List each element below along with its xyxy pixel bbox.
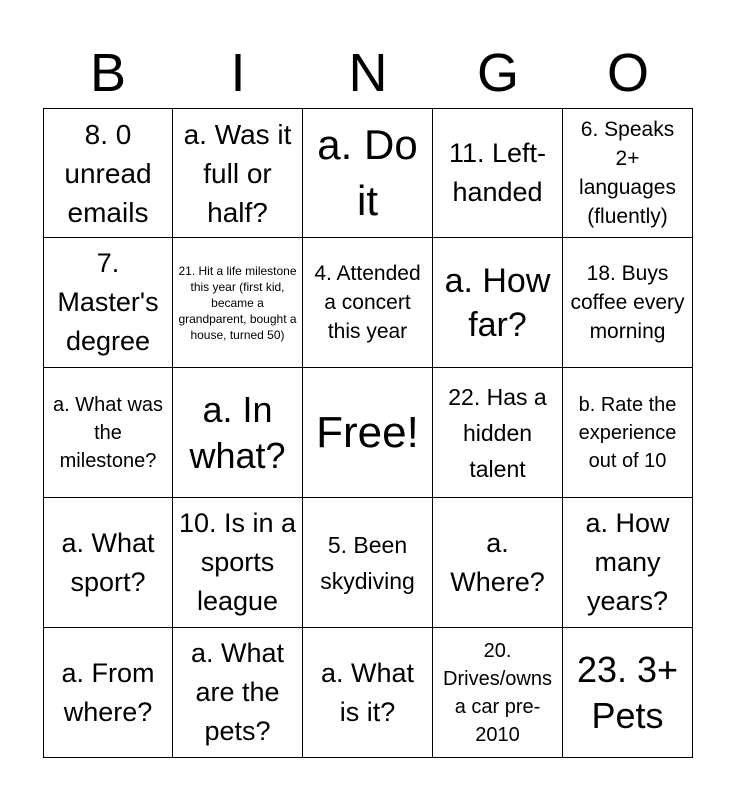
- cell-text: a. What sport?: [61, 527, 155, 597]
- header-letter-n: N: [348, 43, 388, 103]
- bingo-cell[interactable]: [173, 108, 303, 238]
- cell-text: 22. Has a hidden talent: [448, 383, 547, 482]
- bingo-cell[interactable]: [433, 628, 563, 758]
- cell-text: a. In what?: [189, 388, 286, 476]
- bingo-cell[interactable]: [173, 368, 303, 498]
- bingo-cell[interactable]: [303, 108, 433, 238]
- bingo-cell[interactable]: [43, 108, 173, 238]
- cell-text: 5. Been skydiving: [320, 531, 415, 594]
- cell-text: 4. Attended a concert this year: [314, 262, 421, 343]
- bingo-cell[interactable]: [303, 238, 433, 368]
- bingo-cell[interactable]: [303, 498, 433, 628]
- bingo-cell[interactable]: [43, 368, 173, 498]
- bingo-cell[interactable]: [303, 368, 433, 498]
- cell-text: a. Where?: [450, 527, 545, 597]
- bingo-cell[interactable]: [173, 238, 303, 368]
- cell-text: 20. Drives/owns a car pre-2010: [443, 639, 552, 746]
- cell-text: a. How many years?: [585, 508, 670, 616]
- bingo-cell[interactable]: [563, 108, 693, 238]
- header-letter-i: I: [230, 43, 246, 103]
- bingo-cell[interactable]: [433, 368, 563, 498]
- bingo-grid: [43, 108, 693, 758]
- cell-text: a. What are the pets?: [190, 638, 285, 746]
- header-letter-b: B: [89, 43, 127, 103]
- header-letter-g: G: [476, 43, 519, 103]
- cell-text: 6. Speaks 2+ languages (fluently): [579, 118, 676, 228]
- cell-text: 7. Master's degree: [57, 248, 159, 356]
- bingo-cell[interactable]: [563, 498, 693, 628]
- cell-text: a. From where?: [61, 657, 155, 727]
- bingo-cell[interactable]: [173, 628, 303, 758]
- header-letter-o: O: [606, 43, 649, 103]
- bingo-cell[interactable]: [563, 238, 693, 368]
- cell-text: 11. Left-handed: [448, 138, 547, 207]
- bingo-header: [43, 38, 693, 108]
- bingo-cell[interactable]: [43, 498, 173, 628]
- cell-text: 18. Buys coffee every morning: [570, 262, 685, 343]
- cell-text: a. How far?: [444, 261, 551, 344]
- cell-text: 10. Is in a sports league: [178, 508, 297, 616]
- cell-text: 23. 3+ Pets: [576, 648, 679, 736]
- bingo-cell[interactable]: [303, 628, 433, 758]
- free-space: Free!: [316, 407, 419, 457]
- cell-text: a. What is it?: [320, 657, 415, 727]
- bingo-cell[interactable]: [563, 368, 693, 498]
- cell-text: a. What was the milestone?: [52, 393, 164, 472]
- bingo-cell[interactable]: [173, 498, 303, 628]
- bingo-cell[interactable]: [43, 238, 173, 368]
- cell-text: b. Rate the experience out of 10: [578, 393, 677, 472]
- cell-text: 8. 0 unread emails: [64, 118, 152, 228]
- cell-text: 21. Hit a life milestone this year (first kid, became a grandparent, bought a house, turned 50): [178, 263, 297, 342]
- cell-text: a. Was it full or half?: [183, 118, 292, 228]
- bingo-cell[interactable]: [43, 628, 173, 758]
- bingo-cell[interactable]: [563, 628, 693, 758]
- cell-text: a. Do it: [317, 121, 418, 224]
- bingo-cell[interactable]: [433, 108, 563, 238]
- bingo-cell[interactable]: [433, 498, 563, 628]
- bingo-cell[interactable]: [433, 238, 563, 368]
